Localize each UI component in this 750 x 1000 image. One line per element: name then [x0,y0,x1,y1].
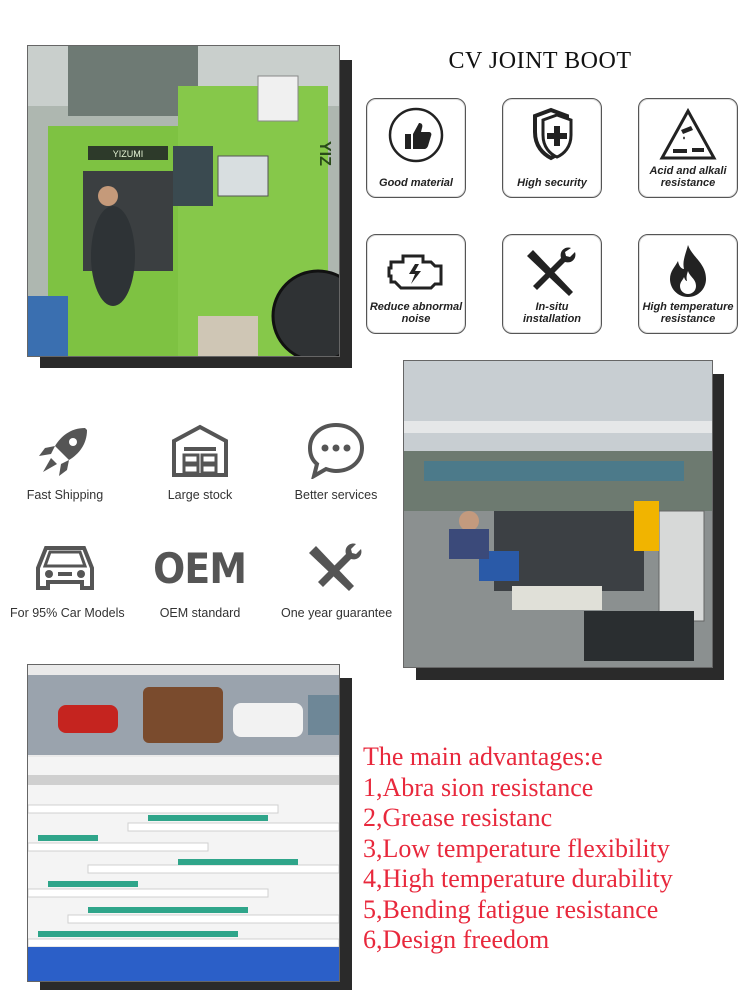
feature-good-material [366,98,466,198]
service-label: OEM standard [159,606,241,620]
acid-flask-icon [639,109,737,161]
service-fast-shipping [10,420,120,502]
feature-in-situ [502,234,602,334]
feature-label: In-situ installation [522,301,582,325]
flame-icon [639,245,737,297]
feature-reduce-noise [366,234,466,334]
service-oem-standard [145,538,255,620]
rocket-icon [10,420,120,480]
feature-label: High temperature resistance [642,301,734,325]
tools-icon [503,245,601,297]
advantages-block [363,742,750,956]
chat-bubble-icon [281,420,391,480]
service-car-models [10,538,125,620]
oem-text-icon [145,538,255,598]
service-label: For 95% Car Models [10,606,125,620]
service-label: One year guarantee [281,606,393,620]
advantage-item: 5,Bending fatigue resistance [363,894,659,924]
advantage-item: 6,Design freedom [363,925,550,954]
service-label: Fast Shipping [26,488,104,502]
feature-label: High security [517,177,587,189]
service-better-services [281,420,391,502]
feature-high-security [502,98,602,198]
feature-high-temperature [638,234,738,334]
advantage-item: 1,Abra sion resistance [363,772,594,802]
engine-icon [367,245,465,297]
warehouse-icon [145,420,255,480]
machine-photo [27,45,340,357]
feature-label: Acid and alkali resistance [649,165,727,189]
service-large-stock [145,420,255,502]
feature-acid-alkali [638,98,738,198]
shield-plus-icon [503,109,601,161]
service-one-year-guarantee [281,538,391,620]
advantage-item: 2,Grease resistanc [363,803,553,832]
machine-brand-text: YIZUMI [112,149,144,159]
thumbs-up-icon [367,109,465,161]
service-label: Large stock [167,488,233,502]
page-title: CV JOINT BOOT [448,48,632,74]
machine-side-text: YIZ [316,141,333,166]
advantage-item: 3,Low temperature flexibility [363,833,670,863]
oem-icon-text: OEM [153,543,247,593]
feature-label: Good material [379,177,453,189]
service-label: Better services [294,488,378,502]
advantage-item: 4,High temperature durability [363,864,673,893]
feature-label: Reduce abnormal noise [369,301,463,325]
car-icon [10,538,120,598]
workshop-photo [403,360,713,668]
wrench-screwdriver-icon [281,538,391,598]
advantages-heading: The main advantages:e [363,742,603,771]
showroom-photo [27,664,340,982]
